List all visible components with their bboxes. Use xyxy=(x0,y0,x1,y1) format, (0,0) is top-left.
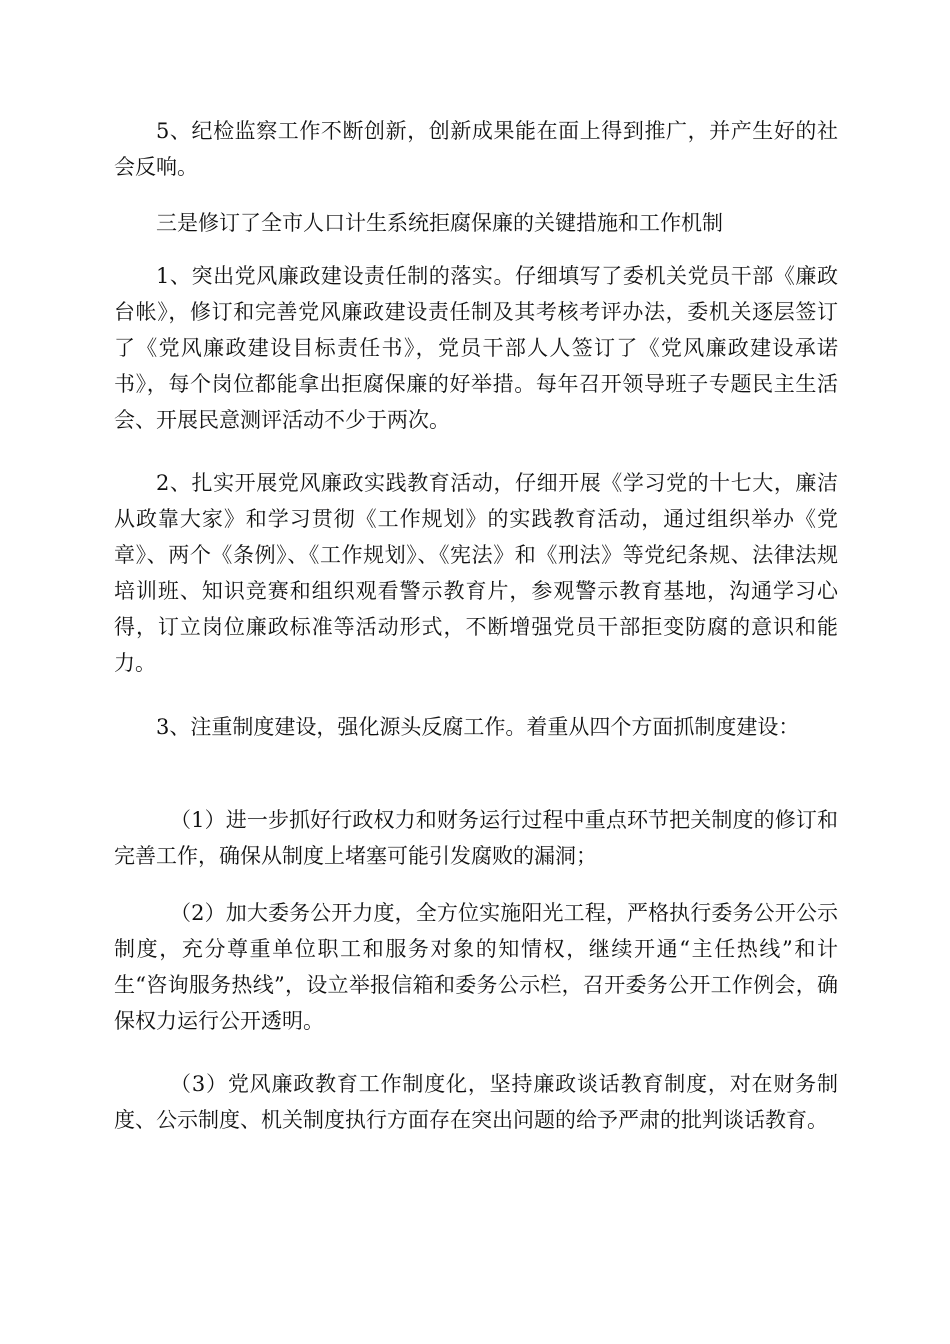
paragraph-responsibility-system: 1、突出党风廉政建设责任制的落实。仔细填写了委机关党员干部《廉政台帐》，修订和完善党风廉政建设责任制及其考核考评办法，委机关逐层签订了《党风廉政建设目标责任书》，党员干部人人签订了《党风廉政建设承诺书》，每个岗位都能拿出拒腐保廉的好举措。每年召开领导班子专题民主生活会、开展民意测评活动不少于两次。 xyxy=(114,264,838,432)
paragraph-item-5: 5、纪检监察工作不断创新，创新成果能在面上得到推广，并产生好的社会反响。 xyxy=(114,119,838,179)
paragraph-subitem-2: （2）加大委务公开力度，全方位实施阳光工程，严格执行委务公开公示制度，充分尊重单位职工和服务对象的知情权，继续开通“主任热线”和计生“咨询服务热线”，设立举报信箱和委务公示栏，召开委务公开工作例会，确保权力运行公开透明。 xyxy=(114,901,838,1033)
paragraph-subitem-1: （1）进一步抓好行政权力和财务运行过程中重点环节把关制度的修订和完善工作，确保从制度上堵塞可能引发腐败的漏洞； xyxy=(114,808,838,868)
section-heading-3: 三是修订了全市人口计生系统拒腐保廉的关键措施和工作机制 xyxy=(156,211,723,235)
paragraph-subitem-3: （3）党风廉政教育工作制度化，坚持廉政谈话教育制度，对在财务制度、公示制度、机关制度执行方面存在突出问题的给予严肃的批判谈话教育。 xyxy=(114,1072,838,1132)
paragraph-practice-education: 2、扎实开展党风廉政实践教育活动，仔细开展《学习党的十七大，廉洁从政靠大家》和学习贯彻《工作规划》的实践教育活动，通过组织举办《党章》、两个《条例》、《工作规划》、《宪法》和《刑法》等党纪条规、法律法规培训班、知识竞赛和组织观看警示教育片，参观警示教育基地，沟通学习心得，订立岗位廉政标准等活动形式，不断增强党员干部拒变防腐的意识和能力。 xyxy=(114,471,838,675)
paragraph-system-building: 3、注重制度建设，强化源头反腐工作。着重从四个方面抓制度建设： xyxy=(156,715,800,739)
